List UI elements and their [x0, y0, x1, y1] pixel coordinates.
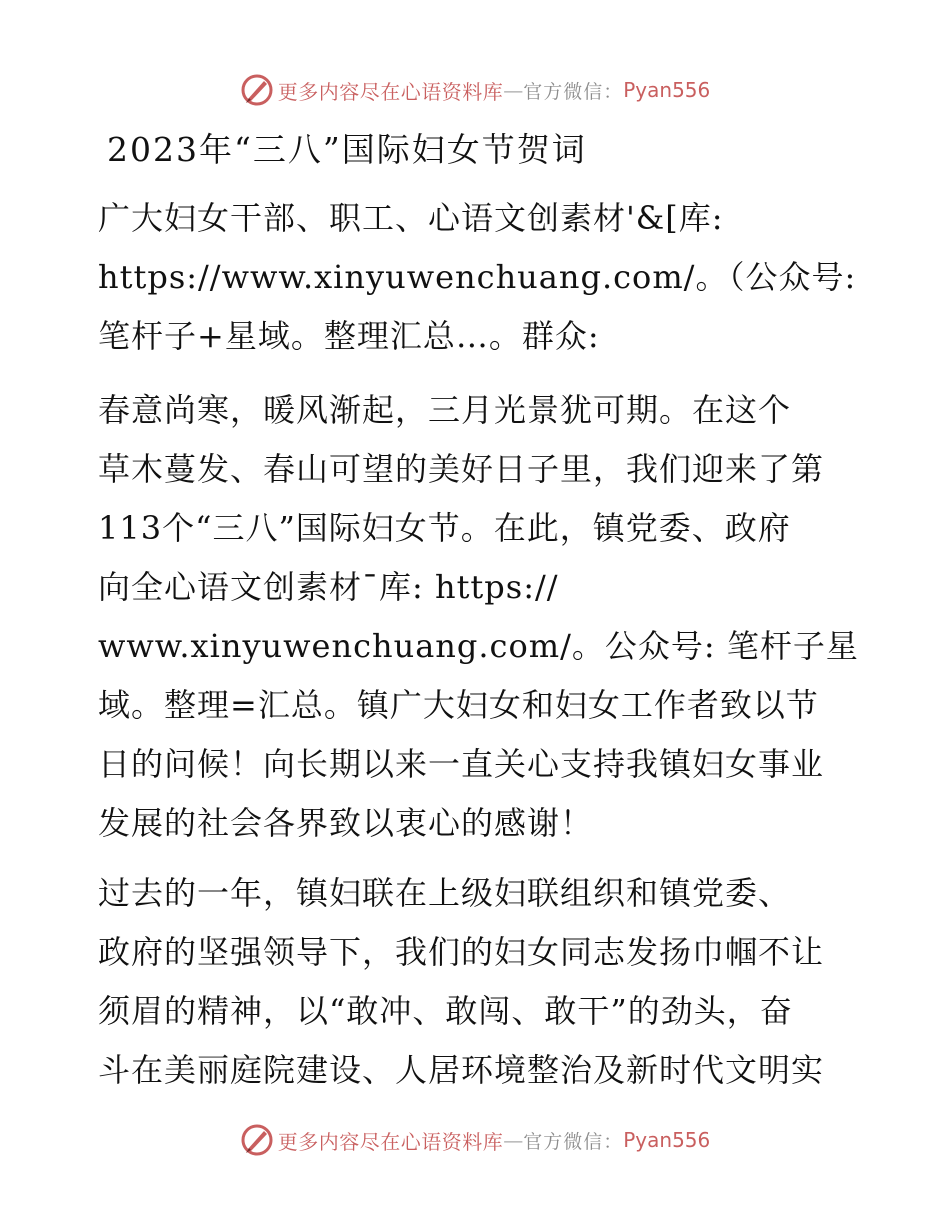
body-line: 域。整理=汇总。镇广大妇女和妇女工作者致以节 — [98, 686, 819, 724]
footer-banner — [0, 1120, 950, 1160]
body-line: https://www.xinyuwenchuang.com/。（公众号: — [98, 258, 857, 296]
body-line: 草木蔓发、春山可望的美好日子里，我们迎来了第 — [98, 450, 825, 488]
body-line: 113个“三八”国际妇女节。在此，镇党委、政府 — [98, 509, 791, 547]
body-line: 斗在美丽庭院建设、人居环境整治及新时代文明实 — [98, 1051, 825, 1089]
body-line: 政府的坚强领导下，我们的妇女同志发扬巾帼不让 — [98, 933, 825, 971]
body-line: www.xinyuwenchuang.com/。公众号: 笔杆子星 — [98, 627, 859, 665]
banner-wechat-id: Pyan556 — [623, 78, 711, 102]
quill-pen-logo-icon — [240, 73, 274, 107]
body-line: 过去的一年，镇妇联在上级妇联组织和镇党委、 — [98, 874, 792, 912]
body-line: 笔杆子+星域。整理汇总…。群众: — [98, 317, 600, 355]
body-line: 发展的社会各界致以衷心的感谢！ — [98, 804, 594, 842]
body-line: 春意尚寒，暖风渐起，三月光景犹可期。在这个 — [98, 391, 792, 429]
body-line: 须眉的精神，以“敢冲、敢闯、敢干”的劲头，奋 — [98, 992, 793, 1030]
banner-wechat-label: 官方微信： — [523, 80, 624, 103]
body-line: 日的问候！向长期以来一直关心支持我镇妇女事业 — [98, 745, 825, 783]
body-line: 广大妇女干部、职工、心语文创素材'&[库: — [98, 199, 724, 237]
header-banner — [0, 70, 950, 110]
banner-separator: — — [503, 78, 524, 102]
body-line: 向全心语文创素材¯库: https:// — [98, 568, 559, 606]
banner-wechat-label: 官方微信： — [523, 1130, 624, 1153]
banner-wechat-id: Pyan556 — [623, 1128, 711, 1152]
banner-text: 更多内容尽在心语资料库 — [277, 1129, 504, 1154]
document-title: 2023年“三八”国际妇女节贺词 — [107, 130, 587, 169]
banner-text: 更多内容尽在心语资料库 — [277, 79, 504, 104]
quill-pen-logo-icon — [240, 1123, 274, 1157]
banner-separator: — — [503, 1128, 524, 1152]
